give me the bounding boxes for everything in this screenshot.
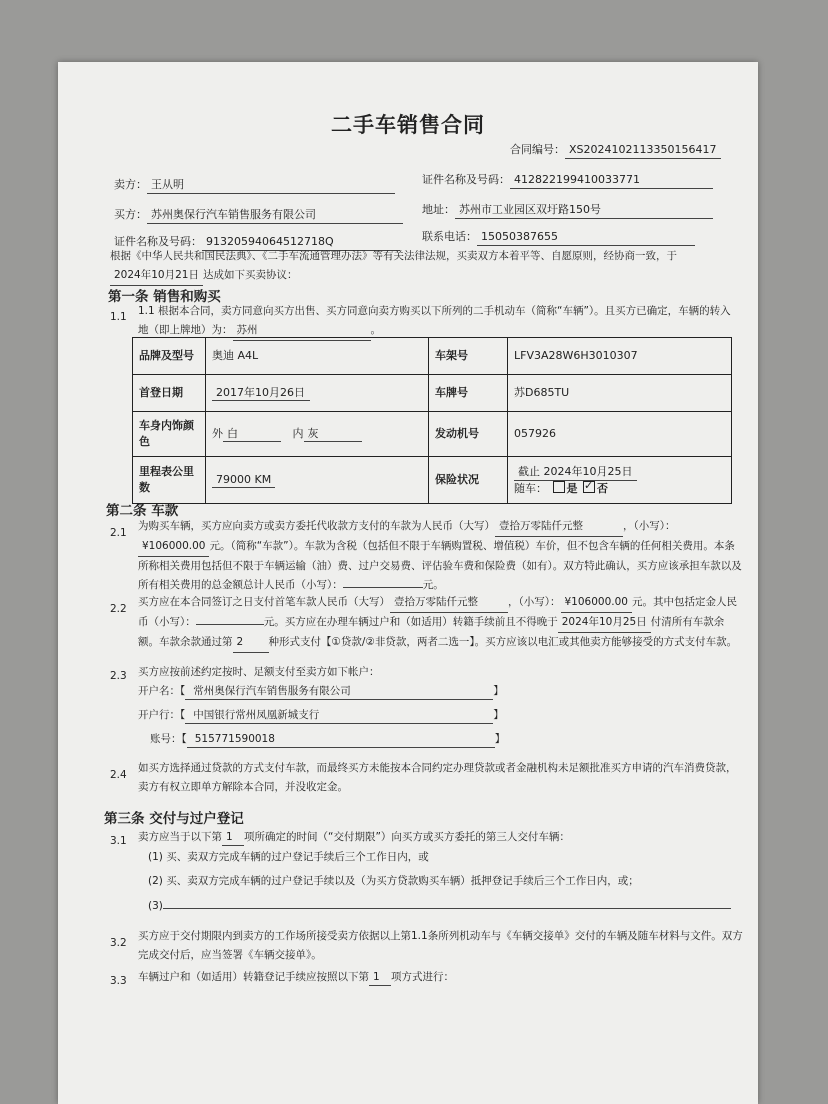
delivery-option-1: (1) 买、卖双方完成车辆的过户登记手续后三个工作日内，或 bbox=[148, 851, 429, 863]
color-cell: 外 白 内 灰 bbox=[206, 412, 429, 457]
clause-number: 1.1 bbox=[110, 311, 127, 323]
clause-3-1-text: 卖方应当于以下第 1 项所确定的时间（“交付期限”）向买方或买方委托的第三人交付车辆： bbox=[138, 830, 570, 846]
price-amount: ¥106000.00 bbox=[138, 537, 209, 557]
mileage-cell bbox=[206, 457, 429, 504]
insurance-yes-label: 是 bbox=[566, 481, 578, 495]
brand-value: 奥迪 A4L bbox=[206, 338, 429, 375]
clause-2-2-text: 买方应在本合同签订之日支付首笔车款人民币（大写） 壹拾万零陆仟元整 ，（小写）： ¥106000.00 元。其中包括定金人民币（小写）： 元。买方应在办理车辆过户和（如适用）转籍手续前且不得晚于 2024年10月25日 付清所有车款余额。车款余款通过第 2 种形式支付【①贷款/②非贷款，两者二选一】。买方应该以电汇或其他卖方能够接受的方式支付车款。 bbox=[138, 593, 744, 653]
insurance-no-checkbox[interactable] bbox=[583, 481, 595, 493]
table-row bbox=[133, 412, 732, 457]
bank-name: 中国银行常州凤凰新城支行 bbox=[185, 708, 493, 724]
insurance-until: 截止 2024年10月25日 bbox=[514, 464, 637, 481]
seller-row: 卖方： 王从明 bbox=[114, 177, 395, 194]
seller-id-row: 证件名称及号码： 412822199410033771 bbox=[422, 172, 713, 189]
seller-name: 王从明 bbox=[147, 177, 395, 194]
clause-number: 2.4 bbox=[110, 769, 127, 781]
clause-2-3-text: 买方应按前述约定按时、足额支付至卖方如下帐户： bbox=[138, 666, 380, 678]
reg-date-label: 首登日期 bbox=[133, 375, 206, 412]
insurance-label: 保险状况 bbox=[429, 457, 508, 504]
deposit-blank bbox=[196, 624, 264, 625]
clause-3-2-text: 买方应于交付期限内到卖方的工作场所接受卖方依据以上第1.1条所列机动车与《车辆交接单》交付的车辆及随车材料与文件。双方完成交付后，应当签署《车辆交接单》。 bbox=[138, 930, 743, 961]
vin-value: LFV3A28W6H3010307 bbox=[508, 338, 732, 375]
clause-2-4-text: 如买方选择通过贷款的方式支付车款，而最终买方未能按本合同约定办理贷款或者金融机构未足额批准买方申请的汽车消费贷款，卖方有权立即单方解除本合同，并没收定金。 bbox=[138, 762, 737, 793]
delivery-option-3-blank bbox=[163, 908, 731, 909]
clause-number: 3.3 bbox=[110, 975, 127, 987]
delivery-option-3: (3) bbox=[148, 899, 731, 914]
delivery-option-choice: 1 bbox=[222, 830, 244, 846]
vin-label: 车架号 bbox=[429, 338, 508, 375]
vehicle-info-table bbox=[132, 337, 732, 504]
clause-1-1-text: 1.1 根据本合同，卖方同意向买方出售、买方同意向卖方购买以下所列的二手机动车（简称“车辆”）。且买方已确定，车辆的转入地（即上牌地）为： 苏州 。 bbox=[138, 302, 738, 341]
mileage-label: 里程表公里数 bbox=[133, 457, 206, 504]
insurance-no-label: 否 bbox=[597, 481, 608, 495]
first-payment-amount: ¥106000.00 bbox=[561, 593, 632, 613]
color-label: 车身内饰颜色 bbox=[133, 412, 206, 457]
insurance-cell: 截止 2024年10月25日 随车： 是 ✓ 否 bbox=[508, 457, 732, 504]
article-3-title: 第三条 交付与过户登记 bbox=[104, 811, 244, 827]
reg-date-cell bbox=[206, 375, 429, 412]
account-name: 常州奥保行汽车销售服务有限公司 bbox=[185, 684, 493, 700]
clause-number: 2.3 bbox=[110, 670, 127, 682]
balance-due-date: 2024年10月25日 bbox=[558, 613, 651, 633]
reg-date-value: 2017年10月26日 bbox=[212, 385, 310, 402]
transfer-option-choice: 1 bbox=[369, 970, 391, 986]
buyer-phone-row: 联系电话： 15050387655 bbox=[422, 229, 695, 246]
table-row bbox=[133, 375, 732, 412]
engine-label: 发动机号 bbox=[429, 412, 508, 457]
interior-color: 灰 bbox=[304, 426, 362, 443]
contract-number-value: XS2024102113350156417 bbox=[565, 142, 721, 159]
payment-method-choice: 2 bbox=[233, 633, 269, 653]
intro-paragraph: 根据《中华人民共和国民法典》、《二手车流通管理办法》等有关法律法规，买卖双方本着平等、自愿原则，经协商一致，于2024年10月21日 达成如下买卖协议： bbox=[110, 247, 750, 286]
buyer-name: 苏州奥保行汽车销售服务有限公司 bbox=[147, 207, 403, 224]
intro-date: 2024年10月21日 bbox=[110, 266, 203, 286]
buyer-id: 91320594064512718Q bbox=[202, 234, 400, 251]
insurance-yes-checkbox[interactable] bbox=[553, 481, 565, 493]
article-2-title: 第二条 车款 bbox=[106, 503, 179, 519]
total-amount-blank bbox=[343, 587, 423, 588]
buyer-phone: 15050387655 bbox=[477, 229, 695, 246]
buyer-address: 苏州市工业园区双圩路150号 bbox=[455, 202, 713, 219]
account-number-row: 账号：【 515771590018 】 bbox=[150, 732, 505, 748]
table-row bbox=[133, 457, 732, 504]
clause-3-3-text: 车辆过户和（如适用）转籍登记手续应按照以下第 1 项方式进行： bbox=[138, 970, 454, 986]
first-payment-uppercase: 壹拾万零陆仟元整 bbox=[390, 593, 508, 613]
bank-row: 开户行：【 中国银行常州凤凰新城支行 】 bbox=[138, 708, 504, 724]
clause-number: 3.2 bbox=[110, 937, 127, 949]
brand-label: 品牌及型号 bbox=[133, 338, 206, 375]
plate-label: 车牌号 bbox=[429, 375, 508, 412]
plate-value: 苏D685TU bbox=[508, 375, 732, 412]
account-name-row: 开户名：【 常州奥保行汽车销售服务有限公司 】 bbox=[138, 684, 504, 700]
buyer-address-row: 地址： 苏州市工业园区双圩路150号 bbox=[422, 202, 713, 219]
transfer-place: 苏州 bbox=[233, 321, 371, 341]
delivery-option-2: (2) 买、卖双方完成车辆的过户登记手续以及（为买方贷款购买车辆）抵押登记手续后三个工作日内，或； bbox=[148, 875, 639, 887]
page-title: 二手车销售合同 bbox=[331, 113, 485, 137]
article-1-title: 第一条 销售和购买 bbox=[108, 289, 221, 305]
clause-number: 3.1 bbox=[110, 835, 127, 847]
buyer-id-row: 证件名称及号码： 91320594064512718Q bbox=[114, 234, 400, 251]
contract-page bbox=[58, 62, 758, 1104]
buyer-row: 买方： 苏州奥保行汽车销售服务有限公司 bbox=[114, 207, 403, 224]
seller-id: 412822199410033771 bbox=[510, 172, 713, 189]
price-uppercase: 壹拾万零陆仟元整 bbox=[495, 517, 623, 537]
contract-number: 合同编号： XS2024102113350156417 bbox=[510, 142, 721, 159]
clause-number: 2.1 bbox=[110, 527, 127, 539]
clause-number: 2.2 bbox=[110, 603, 127, 615]
engine-value: 057926 bbox=[508, 412, 732, 457]
account-number: 515771590018 bbox=[187, 732, 495, 748]
table-row bbox=[133, 338, 732, 375]
clause-2-1-text: 为购买车辆，买方应向卖方或卖方委托代收款方支付的车款为人民币（大写） 壹拾万零陆仟元整 ，（小写）：¥106000.00 元。（简称“车款”）。车款为含税（包括但不限于车辆购置税、增值税）车价，但不包含车辆的任何相关费用。本条所称相关费用包括但不限于车辆运输（油）费、过户交易费、评估验车费和保险费（如有）。双方特此确认，买方应该承担车款以及所有相关费用的总金额总计人民币（小写）： 元。 bbox=[138, 517, 744, 595]
exterior-color: 白 bbox=[223, 426, 281, 443]
mileage-value: 79000 KM bbox=[212, 472, 275, 489]
